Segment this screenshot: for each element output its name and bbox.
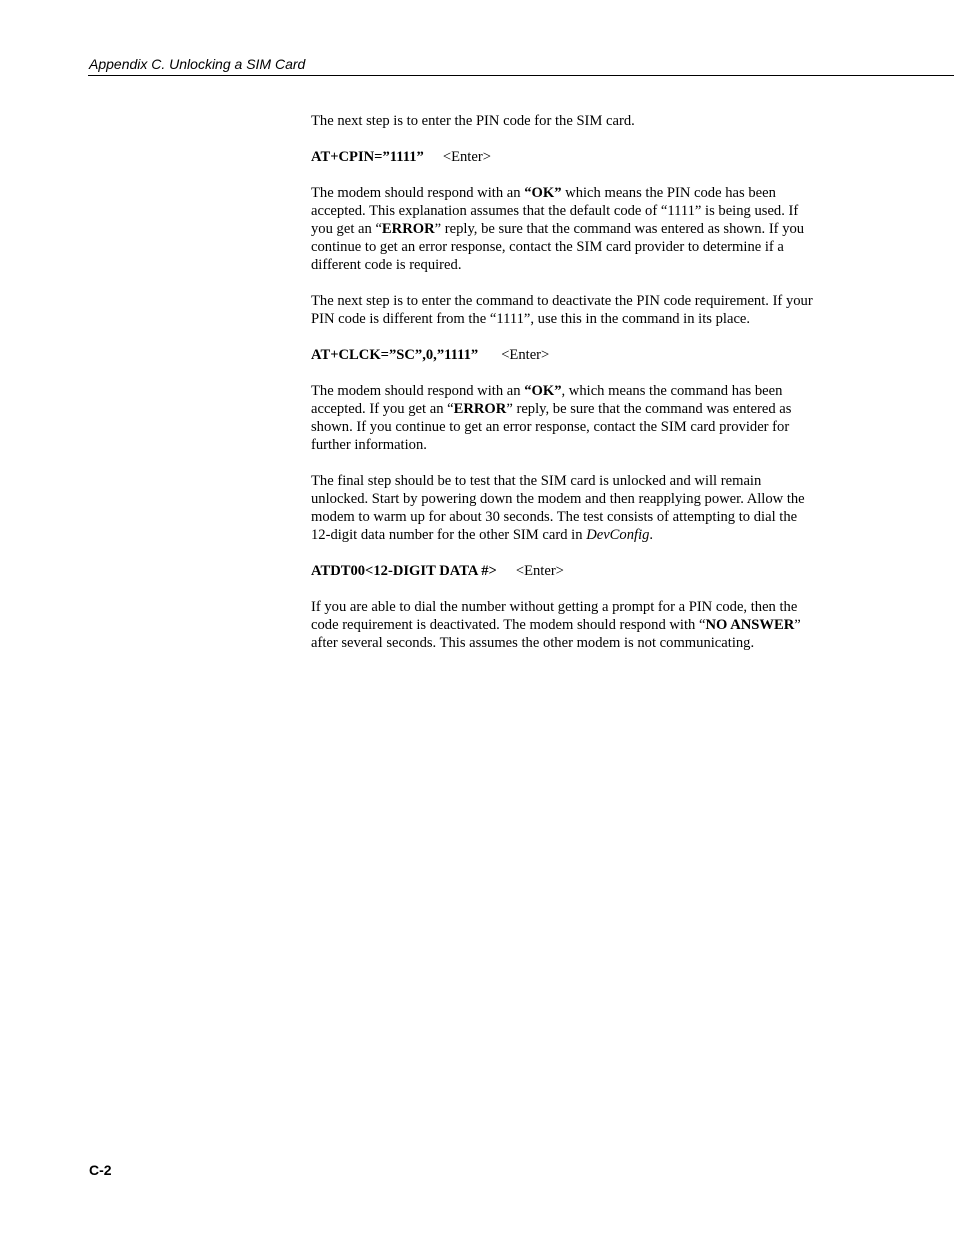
paragraph-deactivate: The next step is to enter the command to deactivate the PIN code requirement. If your PIN code is different from the “1111”, use this in the command in its place. xyxy=(311,293,813,327)
enter-key-label: <Enter> xyxy=(501,347,550,363)
document-body xyxy=(311,112,816,670)
text-run: . xyxy=(649,527,654,543)
paragraph-clck-response xyxy=(311,382,816,454)
text-run: The modem should respond with an xyxy=(311,185,525,201)
text-run: The modem should respond with an xyxy=(311,383,525,399)
command-cpin: AT+CPIN=”1111” xyxy=(311,149,424,165)
command-clck: AT+CLCK=”SC”,0,”1111” xyxy=(311,347,479,363)
command-line-cpin xyxy=(311,148,816,166)
text-run: , which means the command has been accepted. If you get an “ xyxy=(311,383,783,417)
command-line-clck xyxy=(311,346,816,364)
text-run: If you are able to dial the number without getting a prompt for a PIN code, then the code requirement is deactivated. The modem should respond with “ xyxy=(311,599,798,633)
text-run: The final step should be to test that the SIM card is unlocked and will remain unlocked. Start by powering down the modem and then reapplying power. Allow the modem to warm up for about 30 seconds. The test consists of attempting to dial the 12-digit data number for the other SIM card in xyxy=(311,473,805,543)
error-response: ERROR xyxy=(453,401,507,417)
paragraph-intro: The next step is to enter the PIN code for the SIM card. xyxy=(311,113,635,129)
command-atdt: ATDT00<12-DIGIT DATA #> xyxy=(311,563,497,579)
text-run: ” reply, be sure that the command was entered as shown. If you continue to get an error response, contact the SIM card provider to determine if a different code is required. xyxy=(311,221,805,273)
ok-response: “OK” xyxy=(524,185,562,201)
error-response: ERROR xyxy=(381,221,435,237)
devconfig-reference: DevConfig xyxy=(586,527,650,543)
page-number: C-2 xyxy=(89,1162,112,1178)
no-answer-response: NO ANSWER xyxy=(705,617,795,633)
text-run: ” reply, be sure that the command was entered as shown. If you continue to get an error response, contact the SIM card provider for further information. xyxy=(311,401,792,453)
page-header: Appendix C. Unlocking a SIM Card xyxy=(89,56,306,72)
command-line-atdt xyxy=(311,562,816,580)
enter-key-label: <Enter> xyxy=(515,563,564,579)
enter-key-label: <Enter> xyxy=(442,149,491,165)
paragraph-final-test xyxy=(311,472,816,544)
text-run: which means the PIN code has been accepted. This explanation assumes that the default code of “1111” is being used. If you get an “ xyxy=(311,185,799,237)
header-rule xyxy=(88,75,954,76)
paragraph-dial-result xyxy=(311,598,816,652)
paragraph-pin-response xyxy=(311,184,816,274)
ok-response: “OK” xyxy=(524,383,562,399)
text-run: ” after several seconds. This assumes the other modem is not communicating. xyxy=(311,617,801,651)
